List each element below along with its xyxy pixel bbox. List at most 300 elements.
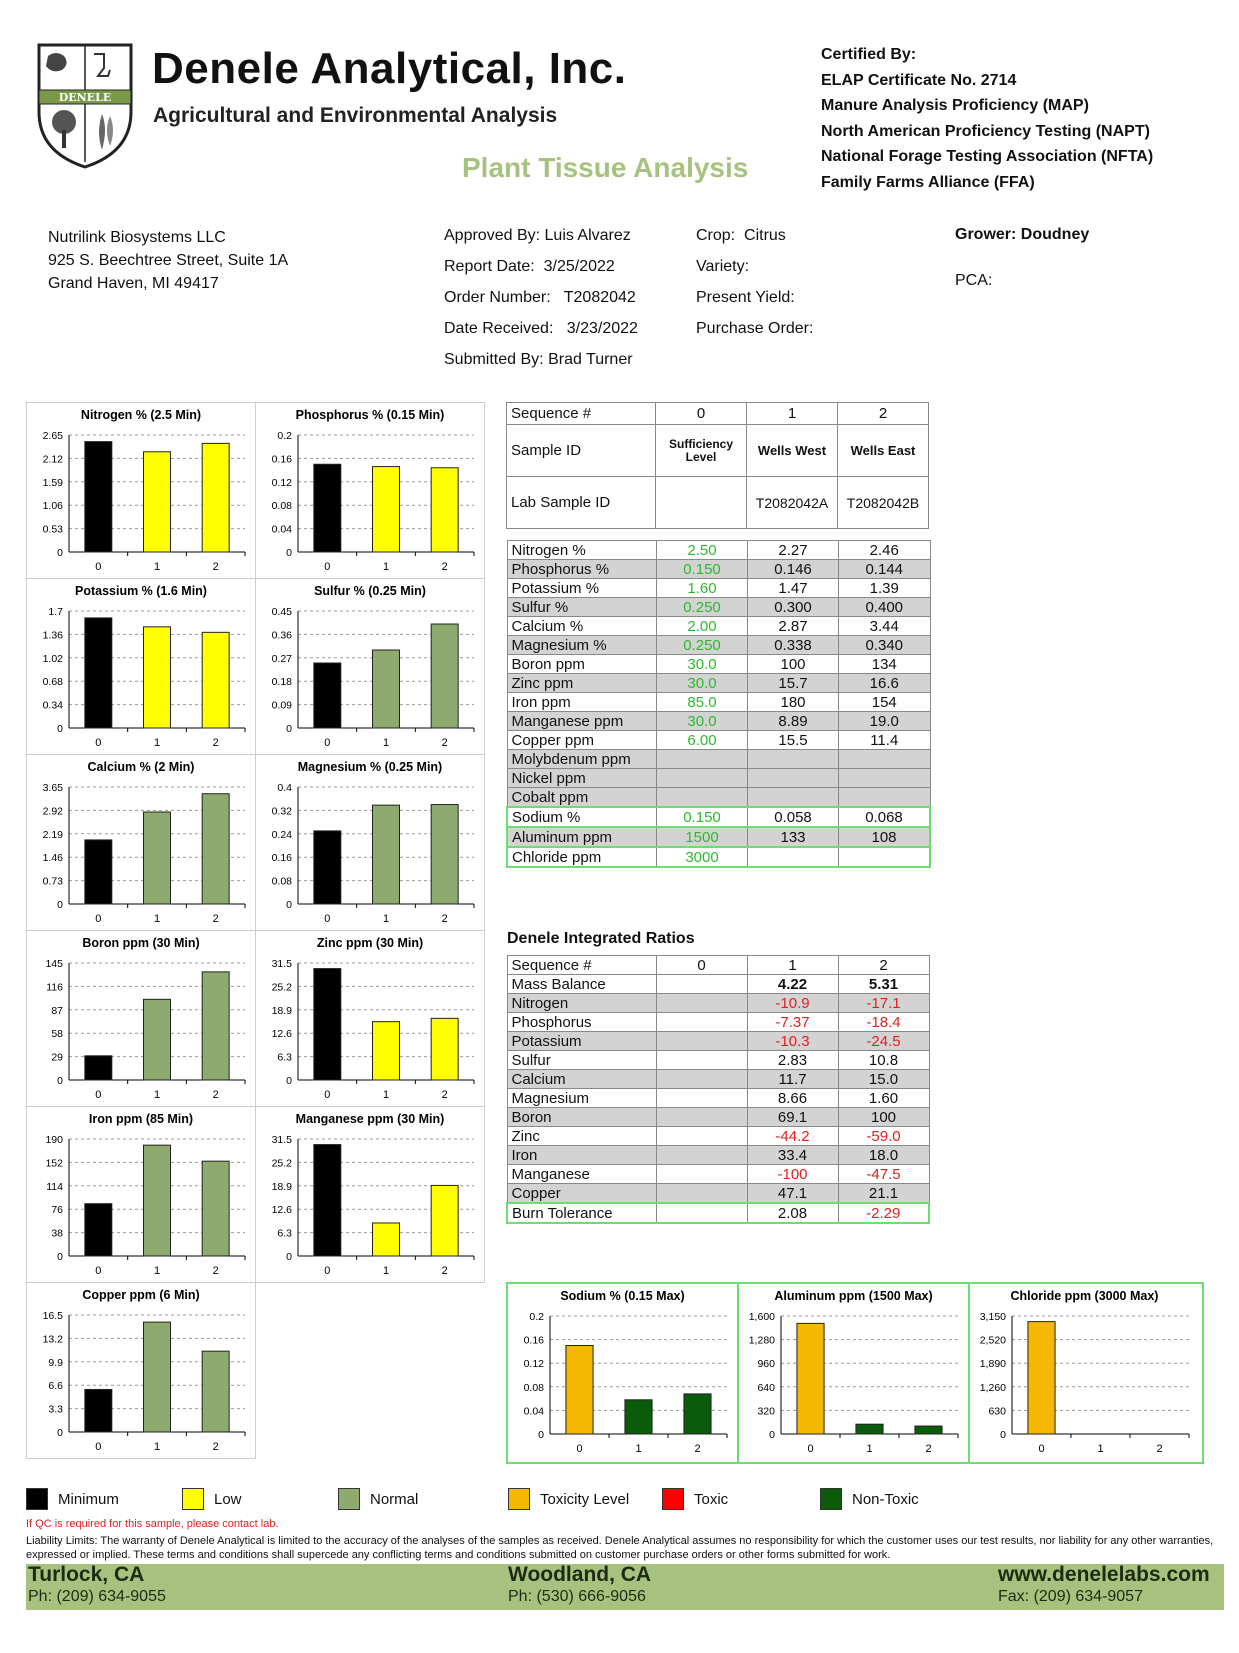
bar: [314, 969, 341, 1080]
legend-swatch: [820, 1488, 842, 1510]
x-tick-label: 2: [1156, 1443, 1163, 1455]
ratio-empty: [656, 1127, 747, 1146]
certifications: [821, 42, 1153, 196]
y-tick-label: 87: [51, 1004, 63, 1017]
x-tick-label: 1: [382, 561, 390, 573]
cert-line: National Forage Testing Association (NFTA): [821, 148, 1154, 166]
y-tick-label: 0.09: [271, 699, 292, 712]
ratio-row: [507, 1051, 929, 1070]
sufficiency-value: 2.00: [657, 617, 748, 636]
y-tick-label: 0: [538, 1429, 544, 1441]
client-name: Nutrilink Biosystems LLC: [48, 229, 226, 246]
footer-fax: Fax: (209) 634-9057: [998, 1588, 1143, 1605]
bar: [202, 972, 229, 1080]
crop-info: [696, 226, 813, 350]
qc-note: If QC is required for this sample, please contact lab.: [26, 1518, 279, 1530]
cert-line: ELAP Certificate No. 2714: [821, 71, 1017, 89]
sample-value: 2.27: [748, 541, 839, 560]
info-label: Purchase Order:: [696, 320, 814, 337]
sufficiency-value: 0.150: [657, 807, 748, 827]
x-tick-label: 1: [382, 913, 390, 925]
ratio-value: -24.5: [838, 1032, 929, 1051]
footer-city: Woodland, CA: [508, 1563, 652, 1586]
y-tick-label: 31.5: [271, 1134, 292, 1146]
bar: [1028, 1322, 1055, 1434]
sufficiency-value: 2.50: [657, 541, 748, 560]
report-info-row: [444, 288, 638, 319]
y-tick-label: 0: [286, 547, 292, 559]
result-name: Boron ppm: [507, 655, 657, 674]
ratio-empty: [656, 1089, 747, 1108]
sample-value: 2.46: [839, 541, 931, 560]
sufficiency-value: 1500: [657, 827, 748, 847]
info-label: Approved By:: [444, 227, 541, 244]
crop-info-row: [696, 288, 813, 319]
ratio-value: 10.8: [838, 1051, 929, 1070]
y-tick-label: 0.68: [42, 676, 63, 689]
bar: [85, 1056, 112, 1080]
y-tick-label: 145: [45, 958, 63, 970]
bar: [373, 467, 400, 552]
seq-cell: 2: [838, 956, 929, 975]
sample-value: 134: [839, 655, 931, 674]
sufficiency-value: [657, 750, 748, 769]
chart-title: Nitrogen % (2.5 Min): [80, 408, 202, 422]
ratio-empty: [656, 1146, 747, 1165]
y-tick-label: 0.73: [42, 875, 63, 888]
bar: [85, 1204, 112, 1256]
svg-text:DENELE: DENELE: [58, 91, 112, 104]
x-tick-label: 2: [441, 561, 448, 573]
ratios-seq-row: [507, 956, 929, 975]
y-tick-label: 3.3: [48, 1403, 63, 1416]
y-tick-label: 16.5: [42, 1310, 63, 1322]
sample-value: 133: [748, 827, 839, 847]
sufficiency-value: 3000: [657, 847, 748, 867]
cert-line: Family Farms Alliance (FFA): [821, 173, 1035, 191]
footer-phone: Ph: (209) 634-9055: [28, 1588, 166, 1605]
bar: [431, 1185, 458, 1256]
result-row: [507, 598, 930, 617]
chart-title: Boron ppm (30 Min): [82, 936, 200, 950]
y-tick-label: 0.08: [523, 1381, 544, 1394]
sample-value: 2.87: [748, 617, 839, 636]
y-tick-label: 0: [769, 1429, 775, 1441]
ratio-empty: [656, 1165, 747, 1184]
ratio-row: [507, 1013, 929, 1032]
x-tick-label: 2: [212, 913, 219, 925]
client-address-line: 925 S. Beechtree Street, Suite 1A: [48, 252, 289, 269]
ratio-value: 47.1: [747, 1184, 838, 1204]
y-tick-label: 0.08: [271, 500, 292, 513]
sample-value: 154: [839, 693, 931, 712]
bar-chart: [26, 754, 256, 931]
y-tick-label: 0.53: [42, 523, 63, 536]
sample-value: 108: [839, 827, 931, 847]
result-row: [507, 636, 930, 655]
ratio-empty: [656, 994, 747, 1013]
x-tick-label: 2: [212, 737, 219, 749]
crop-info-row: [696, 226, 813, 257]
y-tick-label: 190: [45, 1134, 63, 1146]
pca-label: PCA:: [955, 272, 993, 289]
sample-value: [839, 847, 931, 867]
x-tick-label: 2: [212, 1265, 219, 1277]
x-tick-label: 0: [324, 737, 331, 749]
result-row: [507, 731, 930, 750]
ratio-row: [507, 975, 929, 994]
x-tick-label: 2: [441, 737, 448, 749]
ratio-row: [507, 994, 929, 1013]
x-tick-label: 1: [153, 1089, 161, 1101]
sample-value: 1.39: [839, 579, 931, 598]
info-label: Variety:: [696, 258, 750, 275]
bar: [85, 1389, 112, 1432]
bar-chart: [508, 1284, 737, 1460]
result-name: Aluminum ppm: [507, 827, 657, 847]
legend-item: [820, 1488, 919, 1510]
cert-line: Certified By:: [821, 46, 917, 63]
legend-swatch: [662, 1488, 684, 1510]
sample-value: 0.068: [839, 807, 931, 827]
liability-text: Liability Limits: The warranty of Denele Analytical is limited to the accuracy of the analyses of the samples as received. Denele Analytical assumes no responsibility for which the customer uses our test results, nor liability for any other warranties, expressed or implied. These terms and conditions shall supercede any conflicting terms and conditions submitted on customer purchase orders or other forms submitted for work.: [26, 1535, 1214, 1561]
bar: [431, 1018, 458, 1080]
chart-title: Manganese ppm (30 Min): [295, 1112, 445, 1126]
y-tick-label: 3,150: [979, 1311, 1006, 1323]
legend-swatch: [26, 1488, 48, 1510]
x-tick-label: 2: [212, 1441, 219, 1453]
info-value: Citrus: [744, 227, 786, 244]
sufficiency-value: 30.0: [657, 712, 748, 731]
ratio-name: Copper: [507, 1184, 656, 1204]
x-tick-label: 1: [382, 1265, 390, 1277]
y-tick-label: 116: [46, 981, 63, 994]
lab-sample-id: T2082042A: [747, 477, 838, 529]
sample-value: 100: [748, 655, 839, 674]
result-name: Sulfur %: [507, 598, 657, 617]
x-tick-label: 0: [807, 1443, 814, 1455]
info-label: Crop:: [696, 227, 736, 244]
result-row: [507, 674, 930, 693]
x-tick-label: 0: [324, 1265, 331, 1277]
bar-chart: [26, 1282, 256, 1459]
result-row: [507, 807, 930, 827]
sample-value: [748, 788, 839, 808]
bar: [314, 663, 341, 728]
bar: [85, 840, 112, 904]
ratio-name: Zinc: [507, 1127, 656, 1146]
ratio-empty: [656, 1184, 747, 1204]
footer-location: [28, 1564, 166, 1608]
bar: [314, 464, 341, 552]
result-name: Zinc ppm: [507, 674, 657, 693]
sample-name: Wells West: [747, 425, 838, 477]
y-tick-label: 0: [1000, 1429, 1006, 1441]
bar: [684, 1394, 711, 1434]
info-label: Date Received:: [444, 320, 554, 337]
legend-item: [26, 1488, 119, 1510]
bar: [85, 442, 112, 552]
bar: [202, 632, 229, 728]
ratio-value: -2.29: [838, 1203, 929, 1223]
y-tick-label: 0.08: [271, 875, 292, 888]
crop-info-row: [696, 257, 813, 288]
y-tick-label: 1,280: [748, 1334, 775, 1347]
chart-title: Zinc ppm (30 Min): [316, 936, 424, 950]
ratio-empty: [656, 1070, 747, 1089]
chart-title: Copper ppm (6 Min): [82, 1288, 200, 1302]
x-tick-label: 1: [1097, 1443, 1104, 1455]
chart-title: Aluminum ppm (1500 Max): [774, 1289, 933, 1303]
sample-value: 19.0: [839, 712, 931, 731]
chart-title: Magnesium % (0.25 Min): [297, 760, 443, 774]
y-tick-label: 2.19: [42, 828, 63, 841]
legend-swatch: [182, 1488, 204, 1510]
ratio-name: Phosphorus: [507, 1013, 656, 1032]
sample-value: [839, 788, 931, 808]
ratio-value: 2.08: [747, 1203, 838, 1223]
y-tick-label: 0.32: [271, 805, 292, 818]
y-tick-label: 25.2: [271, 1157, 292, 1170]
result-row: [507, 617, 930, 636]
y-tick-label: 1.06: [42, 500, 63, 513]
ratio-name: Burn Tolerance: [507, 1203, 656, 1223]
info-value: 3/23/2022: [566, 320, 638, 337]
ratio-row: [507, 1184, 929, 1204]
y-tick-label: 1.59: [42, 476, 63, 489]
y-tick-label: 0: [286, 1251, 292, 1263]
ratios-table: [506, 955, 930, 1224]
y-tick-label: 0.27: [271, 652, 292, 665]
ratio-name: Mass Balance: [507, 975, 656, 994]
result-row: [507, 847, 930, 867]
company-subtitle: Agricultural and Environmental Analysis: [153, 104, 558, 127]
x-tick-label: 0: [1038, 1443, 1045, 1455]
nutrient-charts: [26, 402, 488, 1453]
y-tick-label: 0.04: [271, 523, 292, 536]
ratio-value: -47.5: [838, 1165, 929, 1184]
info-value: T2082042: [563, 289, 636, 306]
y-tick-label: 0.16: [271, 453, 292, 466]
result-row: [507, 827, 930, 847]
sufficiency-value: [657, 769, 748, 788]
legend-label: Toxic: [694, 1490, 729, 1508]
y-tick-label: 1,260: [979, 1381, 1006, 1394]
report-info: [444, 226, 638, 381]
y-tick-label: 25.2: [271, 981, 292, 994]
ratio-value: 33.4: [747, 1146, 838, 1165]
sample-value: 8.89: [748, 712, 839, 731]
bar-chart: [26, 930, 256, 1107]
bar: [373, 805, 400, 904]
ratio-value: -10.3: [747, 1032, 838, 1051]
company-name: Denele Analytical, Inc.: [152, 44, 627, 93]
y-tick-label: 0: [286, 899, 292, 911]
ratio-value: -7.37: [747, 1013, 838, 1032]
seq-cell: 1: [747, 403, 838, 425]
legend-item: [508, 1488, 629, 1510]
bar-chart: [255, 930, 485, 1107]
x-tick-label: 1: [153, 1265, 161, 1277]
ratio-value: 15.0: [838, 1070, 929, 1089]
result-name: Sodium %: [507, 807, 657, 827]
y-tick-label: 2.65: [42, 430, 63, 442]
y-tick-label: 0.04: [523, 1405, 544, 1418]
ratio-row: [507, 1032, 929, 1051]
bar: [202, 1351, 229, 1432]
ratio-value: 18.0: [838, 1146, 929, 1165]
ratio-row: [507, 1089, 929, 1108]
y-tick-label: 58: [51, 1028, 63, 1041]
lab-sample-label: Lab Sample ID: [507, 477, 656, 529]
y-tick-label: 9.9: [48, 1356, 63, 1369]
chart-title: Potassium % (1.6 Min): [75, 584, 207, 598]
y-tick-label: 630: [988, 1405, 1006, 1418]
sample-value: 0.338: [748, 636, 839, 655]
ratio-value: -18.4: [838, 1013, 929, 1032]
sample-value: [839, 750, 931, 769]
y-tick-label: 3.65: [42, 782, 63, 794]
ratio-name: Manganese: [507, 1165, 656, 1184]
y-tick-label: 0: [286, 723, 292, 735]
y-tick-label: 1.02: [42, 652, 63, 665]
sufficiency-value: 0.250: [657, 636, 748, 655]
ratio-empty: [656, 1032, 747, 1051]
result-row: [507, 693, 930, 712]
y-tick-label: 960: [757, 1358, 775, 1371]
legend: [26, 1488, 1226, 1516]
seq-cell: 1: [747, 956, 838, 975]
bar: [431, 624, 458, 728]
ratio-row: [507, 1203, 929, 1223]
x-tick-label: 2: [441, 913, 448, 925]
bar: [314, 831, 341, 904]
y-tick-label: 29: [51, 1051, 63, 1064]
ratio-empty: [656, 975, 747, 994]
x-tick-label: 0: [324, 561, 331, 573]
x-tick-label: 1: [635, 1443, 642, 1455]
legend-label: Normal: [370, 1490, 419, 1508]
sample-value: 15.5: [748, 731, 839, 750]
y-tick-label: 0.12: [523, 1358, 544, 1371]
result-name: Copper ppm: [507, 731, 657, 750]
sufficiency-value: 30.0: [657, 674, 748, 693]
bar: [202, 1161, 229, 1256]
sequence-row: [507, 403, 929, 425]
x-tick-label: 0: [95, 561, 102, 573]
ratio-row: [507, 1070, 929, 1089]
legend-swatch: [338, 1488, 360, 1510]
ratios-title: Denele Integrated Ratios: [507, 930, 695, 947]
company-logo: [36, 42, 134, 170]
result-name: Nitrogen %: [507, 541, 657, 560]
x-tick-label: 0: [576, 1443, 583, 1455]
x-tick-label: 0: [324, 913, 331, 925]
report-title: Plant Tissue Analysis: [462, 152, 749, 183]
lab-sample-cell: [656, 477, 747, 529]
legend-item: [662, 1488, 728, 1510]
result-name: Calcium %: [507, 617, 657, 636]
client-address-line: Grand Haven, MI 49417: [48, 275, 219, 292]
bar: [144, 812, 171, 904]
y-tick-label: 114: [46, 1180, 63, 1193]
y-tick-label: 0.24: [271, 828, 292, 841]
result-row: [507, 750, 930, 769]
x-tick-label: 0: [95, 1265, 102, 1277]
y-tick-label: 12.6: [271, 1204, 292, 1217]
seq-label: Sequence #: [507, 403, 656, 425]
info-label: Report Date:: [444, 258, 535, 275]
sufficiency-value: 6.00: [657, 731, 748, 750]
report-info-row: [444, 350, 638, 381]
ratio-value: 8.66: [747, 1089, 838, 1108]
y-tick-label: 0.16: [271, 852, 292, 865]
sample-value: 15.7: [748, 674, 839, 693]
x-tick-label: 0: [95, 1089, 102, 1101]
ratio-name: Magnesium: [507, 1089, 656, 1108]
ratio-value: 69.1: [747, 1108, 838, 1127]
result-row: [507, 769, 930, 788]
sample-id-row: [507, 425, 929, 477]
legend-item: [338, 1488, 418, 1510]
bar-chart: [255, 402, 485, 579]
y-tick-label: 1.7: [48, 606, 63, 618]
ratio-name: Calcium: [507, 1070, 656, 1089]
y-tick-label: 1,600: [748, 1311, 775, 1323]
x-tick-label: 1: [153, 737, 161, 749]
y-tick-label: 6.3: [277, 1227, 292, 1240]
chart-title: Chloride ppm (3000 Max): [1010, 1289, 1159, 1303]
ratio-value: -44.2: [747, 1127, 838, 1146]
y-tick-label: 18.9: [271, 1180, 292, 1193]
result-row: [507, 712, 930, 731]
y-tick-label: 2,520: [979, 1334, 1006, 1347]
y-tick-label: 1.36: [42, 629, 63, 642]
y-tick-label: 18.9: [271, 1004, 292, 1017]
sample-value: [748, 847, 839, 867]
y-tick-label: 0: [57, 1075, 63, 1087]
ratio-name: Sulfur: [507, 1051, 656, 1070]
seq-label: Sequence #: [507, 956, 656, 975]
y-tick-label: 1.46: [42, 852, 63, 865]
y-tick-label: 38: [51, 1227, 63, 1240]
legend-label: Minimum: [58, 1490, 119, 1508]
legend-item: [182, 1488, 242, 1510]
report-info-row: [444, 226, 638, 257]
y-tick-label: 640: [757, 1381, 775, 1394]
result-name: Cobalt ppm: [507, 788, 657, 808]
x-tick-label: 2: [441, 1089, 448, 1101]
bar: [144, 1145, 171, 1256]
sample-name: Wells East: [838, 425, 929, 477]
bar: [856, 1424, 883, 1434]
chart-title: Phosphorus % (0.15 Min): [295, 408, 445, 422]
y-tick-label: 0: [57, 1251, 63, 1263]
result-row: [507, 655, 930, 674]
sample-value: 0.058: [748, 807, 839, 827]
result-name: Magnesium %: [507, 636, 657, 655]
bar: [797, 1323, 824, 1434]
sample-header-table: [506, 402, 929, 529]
sample-value: [748, 750, 839, 769]
client-address: [48, 226, 288, 295]
x-tick-label: 2: [212, 561, 219, 573]
x-tick-label: 0: [324, 1089, 331, 1101]
legend-label: Low: [214, 1490, 242, 1508]
cert-line: North American Proficiency Testing (NAPT): [821, 122, 1150, 140]
info-value: Luis Alvarez: [544, 227, 631, 244]
ratio-name: Nitrogen: [507, 994, 656, 1013]
